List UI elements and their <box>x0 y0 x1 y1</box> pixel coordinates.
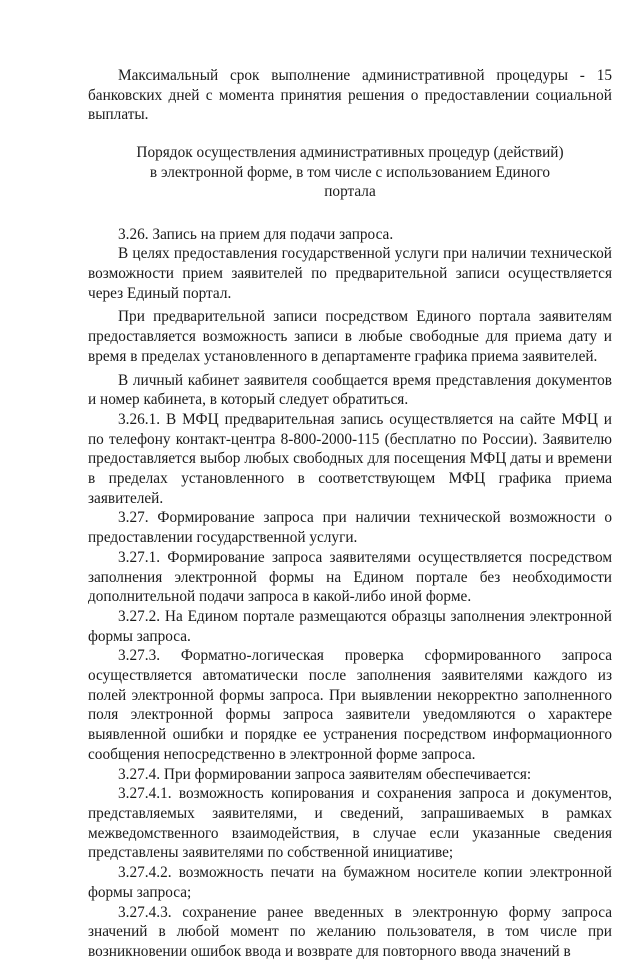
paragraph: В личный кабинет заявителя сообщается время представления документов и номер кабинета, в который следует обратиться. <box>88 371 612 409</box>
heading-line: Порядок осуществления административных процедур (действий) <box>136 144 564 162</box>
document-body <box>88 66 612 962</box>
paragraph-3-27-4-3: 3.27.4.3. сохранение ранее введенных в электронную форму запроса значений в любой момент по желанию пользователя, в том числе при возникновении ошибок ввода и возврате для повторного ввода значений в <box>88 903 612 960</box>
paragraph-3-27-3: 3.27.3. Форматно-логическая проверка сформированного запроса осуществляется автоматически после заполнения заявителями каждого из полей электронной формы запроса. При выявлении некорректно заполненного поля электронной формы запроса заявители уведомляются о характере выявленной ошибки и порядке ее устранения посредством информационного сообщения непосредственно в электронной форме запроса. <box>88 647 612 763</box>
heading-line: в электронной форме, в том числе с использованием Единого <box>149 163 551 181</box>
paragraph: При предварительной записи посредством Единого портала заявителям предоставляется возможность записи в любые свободные для приема дату и время в пределах установленного в департаменте графика приема заявителей. <box>88 308 612 365</box>
paragraph: В целях предоставления государственной услуги при наличии технической возможности прием заявителей по предварительной записи осуществляется через Единый портал. <box>88 245 612 302</box>
heading-line: портала <box>324 183 376 201</box>
paragraph-3-27: 3.27. Формирование запроса при наличии технической возможности о предоставлении государственной услуги. <box>88 509 612 547</box>
paragraph-3-26: 3.26. Запись на прием для подачи запроса. <box>118 225 394 243</box>
paragraph-3-27-1: 3.27.1. Формирование запроса заявителями осуществляется посредством заполнения электронной формы на Едином портале без необходимости дополнительной подачи запроса в какой-либо иной форме. <box>88 548 612 606</box>
intro-paragraph: Максимальный срок выполнение административной процедуры - 15 банковских дней с момента принятия решения о предоставлении социальной выплаты. <box>88 67 612 124</box>
paragraph-3-27-2: 3.27.2. На Едином портале размещаются образцы заполнения электронной формы запроса. <box>88 607 612 645</box>
paragraph-3-26-1: 3.26.1. В МФЦ предварительная запись осуществляется на сайте МФЦ и по телефону контакт-центра 8-800-2000-115 (бесплатно по России). Заявителю предоставляется выбор любых свободных для посещения МФЦ даты и времени в пределах установленного в соответствующем МФЦ графика приема заявителей. <box>88 410 612 507</box>
paragraph-3-27-4-1: 3.27.4.1. возможность копирования и сохранения запроса и документов, представляемых заявителями, и сведений, запрашиваемых в рамках межведомственного взаимодействия, в случае если указанные сведения представлены заявителями по собственной инициативе; <box>88 785 612 862</box>
section-heading <box>106 143 594 202</box>
paragraph-3-27-4-2: 3.27.4.2. возможность печати на бумажном носителе копии электронной формы запроса; <box>88 864 612 901</box>
paragraph-3-27-4: 3.27.4. При формировании запроса заявителям обеспечивается: <box>118 765 532 783</box>
